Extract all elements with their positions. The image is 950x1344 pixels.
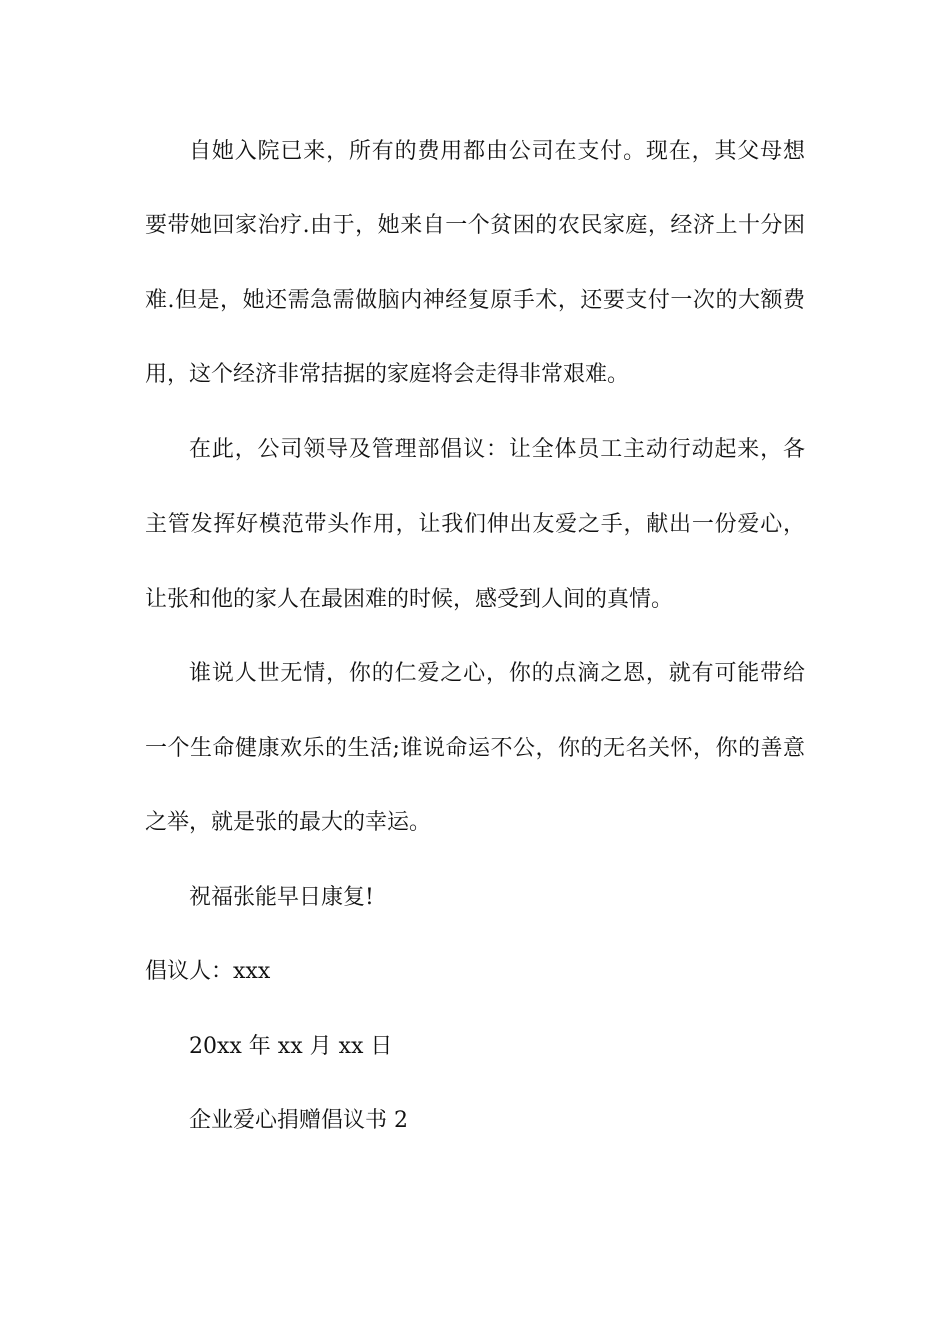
paragraph-2-line-2: 主管发挥好模范带头作用，让我们伸出友爱之手，献出一份爱心， [145, 512, 805, 537]
paragraph-2-line-3: 让张和他的家人在最困难的时候，感受到人间的真情。 [145, 587, 674, 612]
paragraph-1-line-2: 要带她回家治疗.由于，她来自一个贫困的农民家庭，经济上十分困 [145, 213, 805, 238]
date-line: 20xx 年 xx 月 xx 日 [189, 1034, 393, 1059]
proposer-line: 倡议人：xxx [145, 959, 271, 984]
paragraph-3-line-1: 谁说人世无情，你的仁爱之心，你的点滴之恩，就有可能带给 [189, 661, 805, 686]
next-document-title: 企业爱心捐赠倡议书 2 [189, 1108, 408, 1133]
paragraph-1-line-4: 用，这个经济非常拮据的家庭将会走得非常艰难。 [145, 362, 630, 387]
paragraph-1-line-1: 自她入院已来，所有的费用都由公司在支付。现在，其父母想 [189, 139, 805, 164]
paragraph-1-line-3: 难.但是，她还需急需做脑内神经复原手术，还要支付一次的大额费 [145, 288, 805, 313]
paragraph-3-line-3: 之举，就是张的最大的幸运。 [145, 810, 432, 835]
paragraph-2-line-1: 在此，公司领导及管理部倡议：让全体员工主动行动起来，各 [189, 437, 805, 462]
blessing-line: 祝福张能早日康复! [189, 885, 374, 910]
paragraph-3-line-2: 一个生命健康欢乐的生活;谁说命运不公，你的无名关怀，你的善意 [145, 736, 805, 761]
